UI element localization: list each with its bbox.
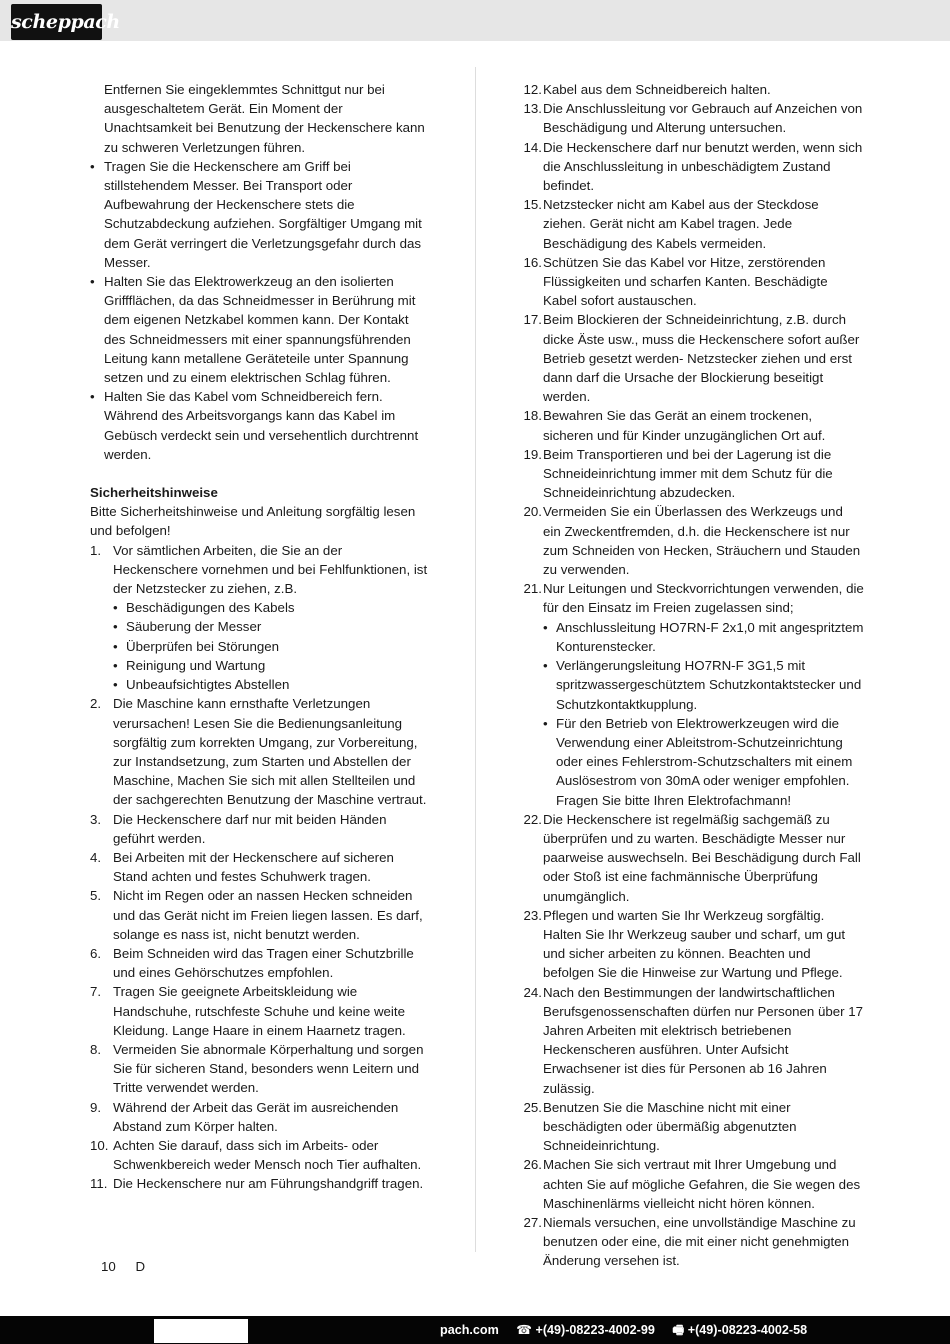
item-text: Machen Sie sich vertraut mit Ihrer Umgebung und achten Sie auf mögliche Gefahren, die Sie wegen des Maschinenlärms vielleicht nicht hören können. xyxy=(543,1157,861,1211)
item-number: 24. xyxy=(523,984,542,1000)
numbered-item xyxy=(516,406,864,444)
item-text: Die Heckenschere darf nur benutzt werden, wenn sich die Anschlussleitung in unbeschädigtem Zustand befindet. xyxy=(543,139,863,194)
item-text: Beim Transportieren und bei der Lagerung ist die Schneideinrichtung immer mit dem Schutz für die Schneideinrichtung abzudecken. xyxy=(543,446,833,501)
item-text: Bewahren Sie das Gerät an einem trockenen, sicheren und für Kinder unzugänglichen Ort auf. xyxy=(543,408,826,443)
numbered-item xyxy=(516,502,864,579)
item-number: 12. xyxy=(523,82,542,97)
item-number: 27. xyxy=(523,1214,542,1230)
numbered-item xyxy=(516,99,864,137)
item-number: 23. xyxy=(523,907,542,923)
item-number: 4. xyxy=(90,849,102,865)
phone-number: ☎ +(49)-08223-4002-99 xyxy=(516,1323,655,1337)
numbered-item xyxy=(516,253,864,311)
numbered-item xyxy=(516,906,864,983)
numbered-item xyxy=(90,694,430,809)
numbered-item xyxy=(90,1174,430,1193)
item-text: Die Heckenschere ist regelmäßig sachgemäß zu überprüfen und zu warten. Beschädigte Messer nur paarweise auswechseln. Bei Beschädigung durch Fall oder Stoß ist eine fachmännische Überprüfung unumgänglich. xyxy=(543,811,861,904)
section-heading: Sicherheitshinweise xyxy=(90,485,218,501)
item-text: Die Anschlussleitung vor Gebrauch auf Anzeichen von Beschädigung und Alterung untersuchen. xyxy=(543,101,863,136)
sub-bullet: • Für den Betrieb von Elektrowerkzeugen wird die Verwendung einer Ableitstrom-Schutzeinrichtung oder eines Fehlerstrom-Schutzschalters mit einem Auslösestrom von 30mA oder weniger empfohlen. Fragen Sie bitte Ihren Elektrofachmann! xyxy=(516,714,864,810)
item-text: Vor sämtlichen Arbeiten, die Sie an der Heckenschere vornehmen und bei Fehlfunktionen, ist der Netzstecker zu ziehen, z.B. xyxy=(113,542,428,597)
item-number: 22. xyxy=(523,811,542,827)
contact-bar xyxy=(0,1316,950,1344)
item-number: 11. xyxy=(90,1176,108,1192)
numbered-item xyxy=(90,1040,430,1098)
item-number: 5. xyxy=(90,888,102,904)
bullet-item: • Halten Sie das Kabel vom Schneidbereich fern. Während des Arbeitsvorgangs kann das Kabel im Gebüsch verdeckt sein und versehentlich durchtrennt werden. xyxy=(90,387,430,464)
numbered-item xyxy=(90,886,430,944)
sub-bullet: • Unbeaufsichtigtes Abstellen xyxy=(90,675,430,694)
item-number: 7. xyxy=(90,984,102,1000)
item-text: Nach den Bestimmungen der landwirtschaftlichen Berufsgenossenschaften dürfen nur Personen über 17 Jahren Arbeiten mit elektrisch betriebenen Heckenscheren ausführen. Unter Aufsicht Erwachsener ist dies für Personen ab 16 Jahren zulässig. xyxy=(543,984,864,1096)
item-text: Bei Arbeiten mit der Heckenschere auf sicheren Stand achten und festes Schuhwerk tragen. xyxy=(113,849,394,885)
right-column xyxy=(516,80,864,1271)
item-text: Während der Arbeit das Gerät im ausreichenden Abstand zum Körper halten. xyxy=(113,1099,399,1134)
fax-number: 🖷 +(49)-08223-4002-58 xyxy=(672,1323,808,1337)
item-number: 19. xyxy=(523,446,542,462)
numbered-item xyxy=(90,1136,430,1174)
numbered-item xyxy=(90,944,430,982)
item-text: Beim Blockieren der Schneideinrichtung, z.B. durch dicke Äste usw., muss die Heckenschere sofort außer Betrieb gesetzt werden- Netzstecker ziehen und erst dann darf die Ursache der Blockierung beseitigt werden. xyxy=(543,312,860,405)
item-number: 10. xyxy=(90,1137,109,1153)
numbered-item xyxy=(516,810,864,906)
item-text: Achten Sie darauf, dass sich im Arbeits- oder Schwenkbereich weder Mensch noch Tier aufhalten. xyxy=(113,1137,422,1173)
numbered-item xyxy=(516,445,864,503)
item-text: Nur Leitungen und Steckvorrichtungen verwenden, die für den Einsatz im Freien zugelassen sind; xyxy=(543,581,864,616)
item-text: Niemals versuchen, eine unvollständige Maschine zu benutzen oder eine, die mit einer nicht genehmigten Änderung versehen ist. xyxy=(543,1214,856,1269)
sub-bullet: • Überprüfen bei Störungen xyxy=(90,637,430,656)
item-number: 18. xyxy=(523,408,542,424)
numbered-item xyxy=(516,195,864,253)
item-text: Vermeiden Sie abnormale Körperhaltung und sorgen Sie für sicheren Stand, besonders wenn Leitern und Tritte verwendet werden. xyxy=(113,1041,424,1096)
numbered-item xyxy=(90,982,430,1040)
item-text: Beim Schneiden wird das Tragen einer Schutzbrille und eines Gehörschutzes empfohlen. xyxy=(113,945,414,981)
item-number: 14. xyxy=(523,139,542,155)
item-text: Die Maschine kann ernsthafte Verletzungen verursachen! Lesen Sie die Bedienungsanleitung sorgfältig zum korrekten Umgang, zur Vorbereitung, zur Instandsetzung, zum Starten und Abstellen der Maschine, Machen Sie sich mit allen Stellteilen und der sachgerechten Benutzung der Maschine vertraut. xyxy=(113,696,427,808)
item-text: Pflegen und warten Sie Ihr Werkzeug sorgfältig. Halten Sie Ihr Werkzeug sauber und scharf, um gut und sicher arbeiten zu können. Beachten und befolgen Sie die Hinweise zur Wartung und Pflege. xyxy=(543,907,846,981)
item-number: 13. xyxy=(523,101,542,117)
item-number: 25. xyxy=(523,1099,542,1115)
numbered-item xyxy=(516,310,864,406)
item-text: Tragen Sie geeignete Arbeitskleidung wie Handschuhe, rutschfeste Schuhe und keine weite Kleidung. Lange Haare in einem Haarnetz tragen. xyxy=(113,984,406,1038)
header-bar xyxy=(0,0,950,41)
numbered-item xyxy=(90,541,430,599)
left-column xyxy=(90,80,430,1194)
sub-bullet: • Säuberung der Messer xyxy=(90,617,430,636)
numbered-item xyxy=(516,1213,864,1271)
numbered-item xyxy=(90,1098,430,1136)
section-intro: Bitte Sicherheitshinweise und Anleitung sorgfältig lesen und befolgen! xyxy=(90,504,416,539)
numbered-item xyxy=(516,138,864,196)
item-text: Vermeiden Sie ein Überlassen des Werkzeugs und ein Zweckentfremden, d.h. die Heckenschere ist nur zum Schneiden von Hecken, Sträuchern und Stauden zu verwenden. xyxy=(543,504,861,578)
numbered-item xyxy=(516,983,864,1098)
numbered-item xyxy=(516,1155,864,1213)
item-text: Die Heckenschere nur am Führungshandgriff tragen. xyxy=(113,1176,424,1192)
intro-paragraph: Entfernen Sie eingeklemmtes Schnittgut nur bei ausgeschaltetem Gerät. Ein Moment der Unachtsamkeit bei Benutzung der Heckenschere kann zu schweren Verletzungen führen. xyxy=(104,82,425,155)
item-number: 6. xyxy=(90,945,102,961)
item-text: Netzstecker nicht am Kabel aus der Steckdose ziehen. Gerät nicht am Kabel tragen. Jede Beschädigung des Kabels vermeiden. xyxy=(543,197,819,251)
contact-info xyxy=(440,1320,821,1340)
numbered-item xyxy=(90,810,430,848)
sub-bullet: • Anschlussleitung HO7RN-F 2x1,0 mit angespritztem Konturenstecker. xyxy=(516,618,864,656)
sub-bullet: • Reinigung und Wartung xyxy=(90,656,430,675)
bullet-item: • Tragen Sie die Heckenschere am Griff bei stillstehendem Messer. Bei Transport oder Aufbewahrung der Heckenschere stets die Schutzabdeckung aufziehen. Sorgfältiger Umgang mit dem Gerät verringert die Verletzungsgefahr durch das Messer. xyxy=(90,157,430,272)
item-number: 20. xyxy=(523,504,542,520)
item-number: 1. xyxy=(90,542,102,558)
item-text: Nicht im Regen oder an nassen Hecken schneiden und das Gerät nicht im Freien liegen lassen. Es darf, solange es nass ist, nicht benutzt werden. xyxy=(113,888,423,942)
item-text: Kabel aus dem Schneidbereich halten. xyxy=(543,82,771,97)
numbered-item xyxy=(516,80,864,99)
page-footer xyxy=(101,1257,161,1276)
sub-bullet: • Verlängerungsleitung HO7RN-F 3G1,5 mit spritzwassergeschütztem Schutzkontaktstecker und Schutzkontaktkupplung. xyxy=(516,656,864,714)
bullet-item: • Halten Sie das Elektrowerkzeug an den isolierten Griffflächen, da das Schneidmesser in Berührung mit dem eigenen Netzkabel kommen kann. Der Kontakt des Schneidmessers mit einer spannungsführenden Leitung kann metallene Geräteteile unter Spannung setzen und zu einem elektrischen Schlag führen. xyxy=(90,272,430,387)
item-text: Benutzen Sie die Maschine nicht mit einer beschädigten oder übermäßig abgenutzten Schneideinrichtung. xyxy=(543,1099,797,1154)
item-number: 21. xyxy=(523,581,542,597)
item-number: 9. xyxy=(90,1099,102,1115)
item-number: 26. xyxy=(523,1157,542,1173)
numbered-item xyxy=(516,579,864,617)
language-code: D xyxy=(135,1259,146,1274)
item-number: 15. xyxy=(523,197,542,213)
sub-bullet: • Beschädigungen des Kabels xyxy=(90,598,430,617)
item-number: 16. xyxy=(523,254,542,270)
item-number: 3. xyxy=(90,811,102,827)
page-number: 10 xyxy=(101,1259,116,1274)
website-link[interactable]: pach.com xyxy=(440,1323,499,1337)
numbered-item xyxy=(90,848,430,886)
footer-logo-box xyxy=(154,1319,248,1343)
item-number: 17. xyxy=(523,312,542,328)
scheppach-logo: scheppach xyxy=(11,4,102,40)
item-text: Die Heckenschere darf nur mit beiden Händen geführt werden. xyxy=(113,811,387,846)
numbered-item xyxy=(516,1098,864,1156)
item-number: 2. xyxy=(90,696,102,712)
column-divider xyxy=(475,67,476,1252)
item-text: Schützen Sie das Kabel vor Hitze, zerstörenden Flüssigkeiten und scharfen Kanten. Beschädigte Kabel sofort austauschen. xyxy=(543,254,828,309)
item-number: 8. xyxy=(90,1041,102,1057)
